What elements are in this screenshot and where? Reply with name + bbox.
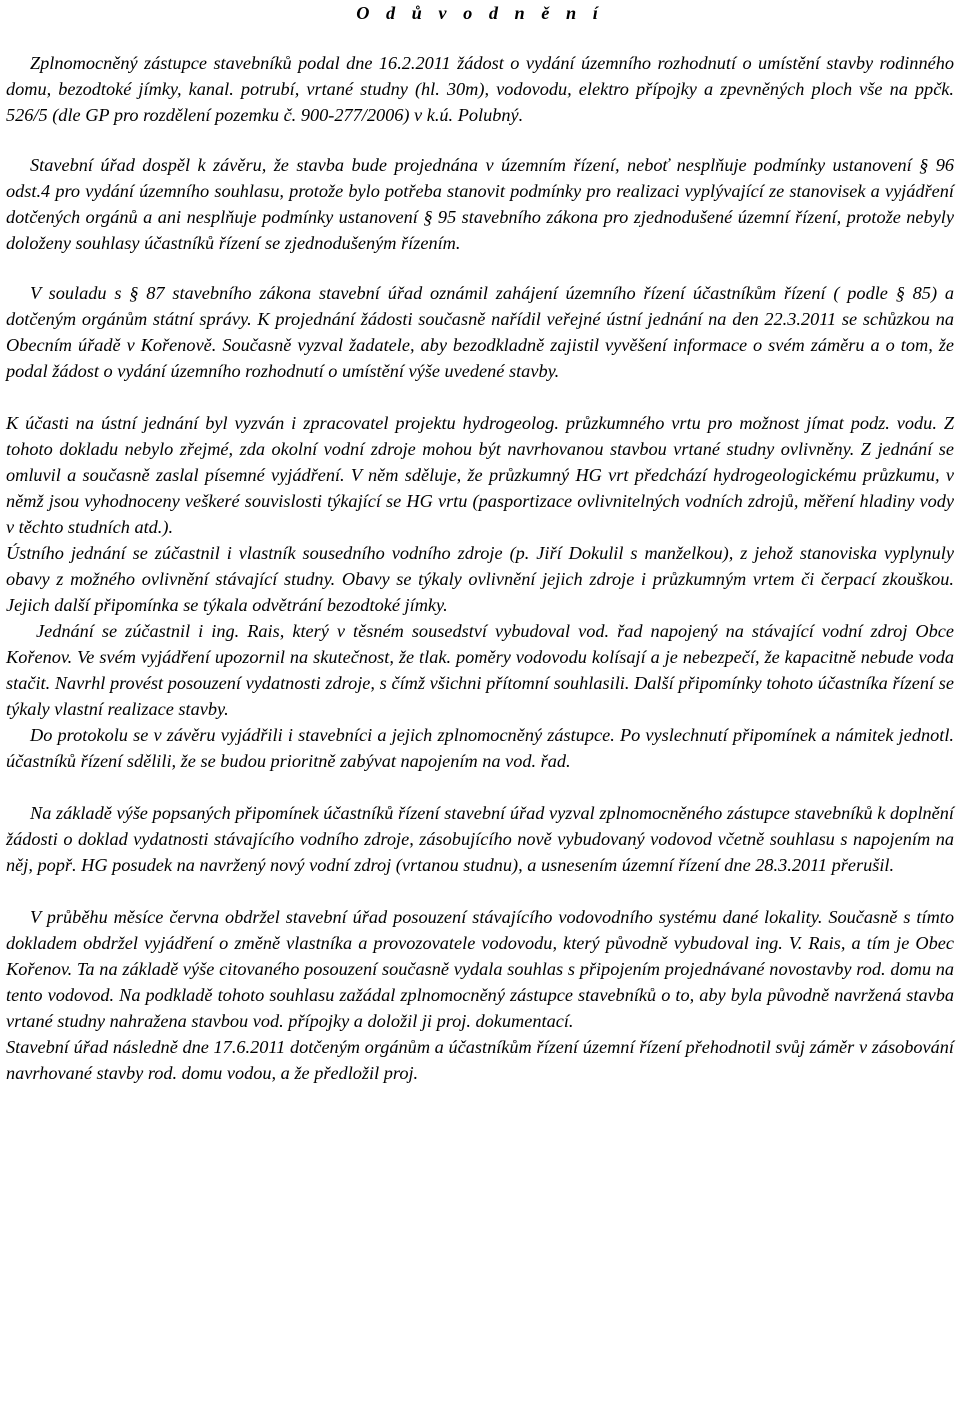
paragraph-hydrogeologist: K účasti na ústní jednání byl vyzván i zpracovatel projektu hydrogeolog. průzkumného vrtu pro možnost jímat podz. vodu. Z tohoto dokladu nebylo zřejmé, zda okolní vodní zdroje mohou být navrhovanou stavbou vrtané studny ovlivněny. Z jednání se omluvil a současně zaslal písemné vyjádření. V něm sděluje, že průzkumný HG vrt předchází hydrogeologickému průzkumu, v němž jsou vyhodnoceny veškeré souvislosti týkající se HG vrtu (pasportizace ovlivnitelných vodních zdrojů, měření hladiny vody v těchto studních atd.). xyxy=(6,413,954,537)
paragraph-application: Zplnomocněný zástupce stavebníků podal dne 16.2.2011 žádost o vydání územního rozhodnutí o umístění stavby rodinného domu, bezodtoké jímky, kanal. potrubí, vrtané studny (hl. 30m), vodovodu, elektro přípojky a zpevněných ploch vše na ppčk. 526/5 (dle GP pro rozdělení pozemku č. 900-277/2006) v k.ú. Polubný. xyxy=(6,53,954,125)
document-heading: O d ů v o d n ě n í xyxy=(356,3,604,23)
paragraph-notice: V souladu s § 87 stavebního zákona stavební úřad oznámil zahájení územního řízení účastníkům řízení ( podle § 85) a dotčeným orgánům státní správy. K projednání žádosti současně nařídil veřejné ústní jednání na den 22.3.2011 se schůzkou na Obecním úřadě v Kořenově. Současně vyzval žadatele, aby bezodkladně zajistil vyvěšení informace o svém záměru a o tom, že podal žádost o vydání územního rozhodnutí o umístění výše uvedené stavby. xyxy=(6,283,954,381)
paragraph-neighbor: Ústního jednání se zúčastnil i vlastník sousedního vodního zdroje (p. Jiří Dokulil s manželkou), z jehož stanoviska vyplynuly obavy z možného ovlivnění stávající studny. Obavy se týkaly ovlivnění jejich zdroje i průzkumným vrtem či čerpací zkouškou. Jejich další připomínka se týkala odvětrání bezodtoké jímky. xyxy=(6,543,954,615)
paragraph-june: V průběhu měsíce června obdržel stavební úřad posouzení stávajícího vodovodního systému dané lokality. Současně s tímto dokladem obdržel vyjádření o změně vlastníka a provozovatele vodovodu, který původně vybudoval ing. V. Rais, a tím je Obec Kořenov. Ta na základě výše citovaného posouzení současně vydala souhlas s připojením projednávané novostavby rod. domu na tento vodovod. Na podkladě tohoto souhlasu zažádal zplnomocněný zástupce stavebníků o to, aby byla původně navržená stavba vrtané studny nahražena stavbou vod. přípojky a doložil ji proj. dokumentací. xyxy=(6,907,954,1031)
paragraph-protocol: Do protokolu se v závěru vyjádřili i stavebníci a jejich zplnomocněný zástupce. Po vyslechnutí připomínek a námitek jednotl. účastníků řízení sdělili, že se budou prioritně zabývat napojením na vod. řad. xyxy=(6,725,954,771)
paragraph-zoning-procedure: Stavební úřad dospěl k závěru, že stavba bude projednána v územním řízení, neboť nesplňuje podmínky ustanovení § 96 odst.4 pro vydání územního souhlasu, protože bylo potřeba stanovit podmínky pro realizaci vyplývající ze stanovisek a vyjádření dotčených orgánů a ani nesplňuje podmínky ustanovení § 95 stavebního zákona pro zjednodušené územní řízení, protože nebyly doloženy souhlasy účastníků řízení se zjednodušeným řízením. xyxy=(6,155,954,253)
paragraph-suspension: Na základě výše popsaných připomínek účastníků řízení stavební úřad vyzval zplnomocněného zástupce stavebníků k doplnění žádosti o doklad vydatnosti stávajícího vodního zdroje, zásobujícího nově vybudovaný vodovod včetně souhlasu s napojením na něj, popř. HG posudek na navržený nový vodní zdroj (vrtanou studnu), a usnesením územní řízení dne 28.3.2011 přerušil. xyxy=(6,803,954,875)
paragraph-rais: Jednání se zúčastnil i ing. Rais, který v těsném sousedství vybudoval vod. řad napojený na stávající vodní zdroj Obce Kořenov. Ve svém vyjádření upozornil na skutečnost, že tlak. poměry vodovodu kolísají a je nebezpečí, že kapacitně nebude voda stačit. Navrhl provést posouzení vydatnosti zdroje, s čímž všichni přítomní souhlasili. Další připomínky tohoto účastníka řízení se týkaly vlastní realizace stavby. xyxy=(6,621,954,719)
paragraph-reassessment: Stavební úřad následně dne 17.6.2011 dotčeným orgánům a účastníkům řízení územní řízení přehodnotil svůj záměr v zásobování navrhované stavby rod. domu vodou, a že předložil proj. xyxy=(6,1037,954,1083)
